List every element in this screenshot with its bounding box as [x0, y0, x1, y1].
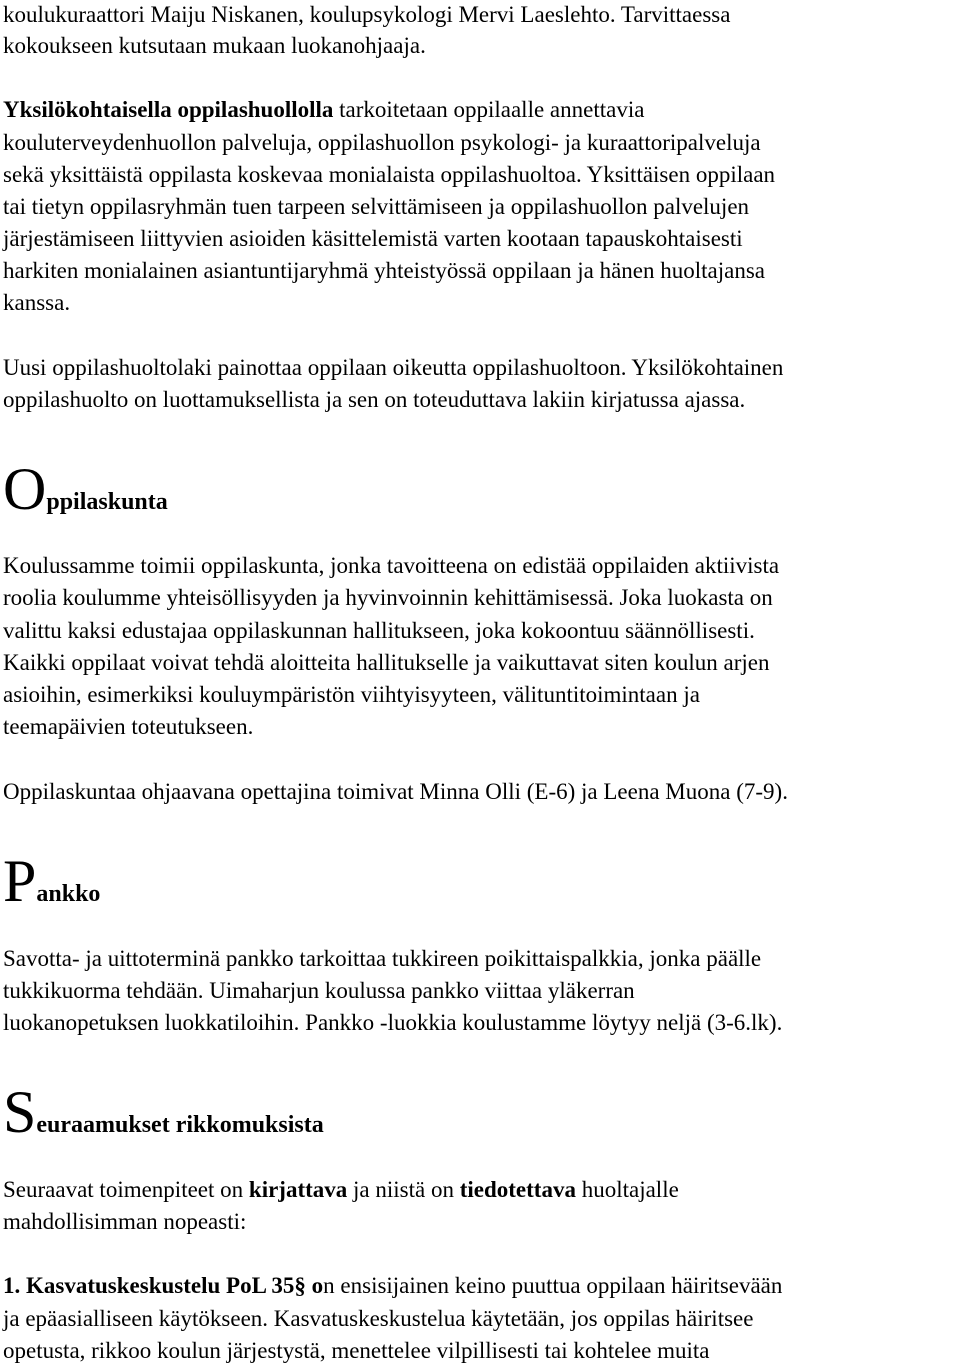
pankko-line-2: tukkikuorma tehdään. Uimaharjun koulussa pankko viittaa yläkerran	[3, 978, 635, 1003]
heading-pankko	[3, 848, 101, 914]
uusi-line-2: oppilashuolto on luottamuksellista ja sen on toteuduttava lakiin kirjatussa ajassa.	[3, 387, 746, 412]
seuraamukset-kirjattava: kirjattava	[248, 1177, 348, 1202]
yksilo-line-1	[3, 95, 644, 125]
list-item-1-line-3: opetusta, rikkoo koulun järjestystä, menettelee vilpillisesti tai kohtelee muita	[3, 1338, 710, 1363]
intro-line-2: kokoukseen kutsutaan mukaan luokanohjaaja.	[3, 33, 426, 58]
heading-seuraamukset-rest: euraamukset rikkomuksista	[36, 1112, 324, 1138]
heading-oppilaskunta-rest: ppilaskunta	[46, 489, 168, 515]
yksilo-line-4: tai tietyn oppilasryhmän tuen tarpeen selvittämiseen ja oppilashuollon palvelujen	[3, 194, 750, 219]
oppilaskunta-line-6: teemapäivien toteutukseen.	[3, 714, 254, 739]
oppilaskunta-line-2: roolia koulumme yhteisöllisyyden ja hyvinvoinnin kehittämisessä. Joka luokasta on	[3, 585, 773, 610]
list-item-1-bold: 1. Kasvatuskeskustelu PoL 35§ o	[3, 1273, 324, 1298]
pankko-line-1: Savotta- ja uittoterminä pankko tarkoittaa tukkireen poikittaispalkkia, jonka päälle	[3, 946, 762, 971]
oppilaskunta-line-4: Kaikki oppilaat voivat tehdä aloitteita hallitukselle ja vaikuttavat siten koulun arjen	[3, 650, 770, 675]
yksilo-line-6: harkiten monialainen asiantuntijaryhmä yhteistyössä oppilaan ja hänen huoltajansa	[3, 258, 765, 283]
yksilo-line-1-rest: tarkoitetaan oppilaalle annettavia	[333, 97, 645, 122]
yksilo-bold-lead: Yksilökohtaisella oppilashuollolla	[3, 97, 334, 122]
uusi-line-1: Uusi oppilashuoltolaki painottaa oppilaan oikeutta oppilashuoltoon. Yksilökohtainen	[3, 355, 784, 380]
oppilaskunta-line-5: asioihin, esimerkiksi kouluympäristön viihtyisyyteen, välituntitoimintaan ja	[3, 682, 700, 707]
seuraamukset-tiedotettava: tiedotettava	[459, 1177, 576, 1202]
heading-oppilaskunta-initial: O	[3, 456, 47, 522]
seuraamukset-line-1-a: Seuraavat toimenpiteet on	[3, 1177, 249, 1202]
list-item-1-rest: n ensisijainen keino puuttua oppilaan häiritsevään	[323, 1273, 783, 1298]
list-item-1-line-2: ja epäasialliseen käytökseen. Kasvatuskeskustelua käytetään, jos oppilas häiritsee	[3, 1306, 754, 1331]
oppilaskunta-line-1: Koulussamme toimii oppilaskunta, jonka tavoitteena on edistää oppilaiden aktiivista	[3, 553, 780, 578]
heading-pankko-initial: P	[3, 848, 37, 914]
seuraamukset-line-1	[3, 1175, 679, 1205]
heading-pankko-rest: ankko	[36, 881, 101, 907]
intro-line-1: koulukuraattori Maiju Niskanen, koulupsykologi Mervi Laeslehto. Tarvittaessa	[3, 2, 731, 27]
yksilo-line-3: sekä yksittäistä oppilasta koskevaa monialaista oppilashuoltoa. Yksittäisen oppilaan	[3, 162, 776, 187]
pankko-line-3: luokanopetuksen luokkatiloihin. Pankko -luokkia koulustamme löytyy neljä (3-6.lk).	[3, 1010, 783, 1035]
heading-oppilaskunta	[3, 456, 168, 522]
oppilaskunta-line-3: valittu kaksi edustajaa oppilaskunnan hallitukseen, joka kokoontuu säännöllisesti.	[3, 618, 755, 643]
yksilo-line-7: kanssa.	[3, 290, 71, 315]
oppilaskunta-line-7: Oppilaskuntaa ohjaavana opettajina toimivat Minna Olli (E-6) ja Leena Muona (7-9).	[3, 779, 788, 804]
yksilo-line-5: järjestämiseen liittyvien asioiden käsittelemistä varten kootaan tapauskohtaisesti	[3, 226, 743, 251]
heading-seuraamukset	[3, 1079, 324, 1145]
list-item-1-line-1	[3, 1271, 782, 1301]
seuraamukset-line-1-e: huoltajalle	[575, 1177, 679, 1202]
seuraamukset-line-1-c: ja niistä on	[347, 1177, 460, 1202]
seuraamukset-line-2: mahdollisimman nopeasti:	[3, 1209, 247, 1234]
yksilo-line-2: kouluterveydenhuollon palveluja, oppilashuollon psykologi- ja kuraattoripalveluja	[3, 130, 761, 155]
heading-seuraamukset-initial: S	[3, 1079, 37, 1145]
